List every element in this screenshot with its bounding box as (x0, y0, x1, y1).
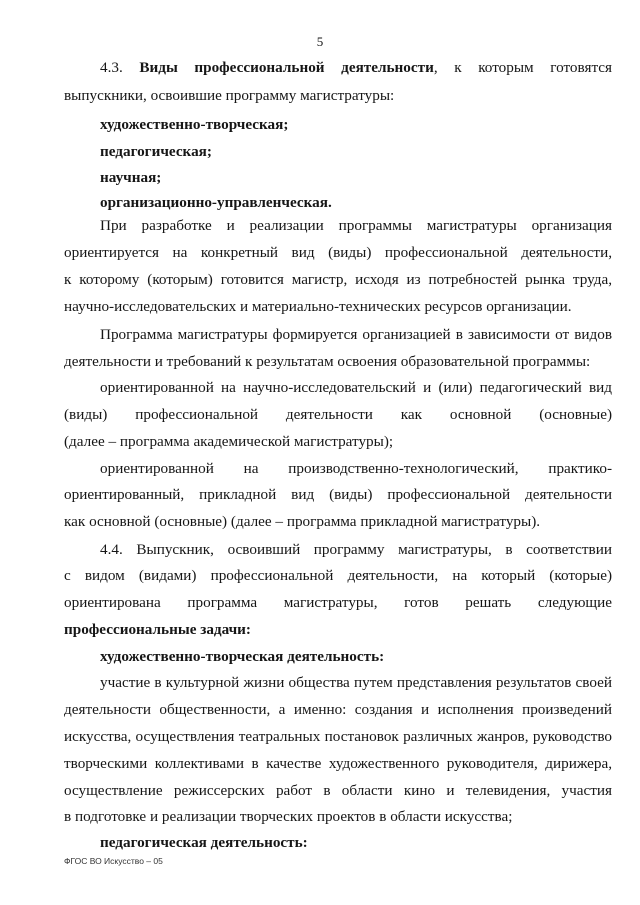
artistic-tasks-line-3: искусства, осуществления театральных постановок различных жанров, руководство (64, 728, 612, 745)
artistic-activity-heading: художественно-творческая деятельность: (100, 648, 385, 665)
paragraph-development-line-4: научно-исследовательских и материально-технических ресурсов организации. (64, 298, 572, 315)
artistic-tasks-line-2: деятельности общественности, а именно: создания и исполнения произведений (64, 701, 612, 718)
activity-type-scientific: научная; (100, 169, 162, 186)
academic-line-1: ориентированной на научно-исследовательский и (или) педагогический вид (100, 379, 612, 396)
paragraph-program-line-1: Программа магистратуры формируется организацией в зависимости от видов (100, 326, 612, 343)
section-4-4-line-2: с видом (видами) профессиональной деятельности, на который (которые) (64, 567, 612, 584)
pedagogical-activity-heading: педагогическая деятельность: (100, 834, 308, 851)
paragraph-development-line-2: ориентируется на конкретный вид (виды) профессиональной деятельности, (64, 244, 612, 261)
section-4-4-line-4: профессиональные задачи: (64, 621, 251, 638)
paragraph-development-line-3: к которому (которым) готовится магистр, исходя из потребностей рынка труда, (64, 271, 612, 288)
academic-line-2: (виды) профессиональной деятельности как основной (основные) (64, 406, 612, 423)
artistic-tasks-line-5: осуществление режиссерских работ в области кино и телевидения, участия (64, 782, 612, 799)
applied-line-2: ориентированный, прикладной вид (виды) профессиональной деятельности (64, 486, 612, 503)
applied-line-1: ориентированной на производственно-технологический, практико- (100, 460, 612, 477)
section-4-3-line-2: выпускники, освоившие программу магистратуры: (64, 87, 395, 104)
activity-type-organizational: организационно-управленческая. (100, 194, 332, 211)
section-4-4-line-3: ориентирована программа магистратуры, готов решать следующие (64, 594, 612, 611)
artistic-tasks-line-6: в подготовке и реализации творческих проектов в области искусства; (64, 808, 513, 825)
section-4-4-line-1: 4.4. Выпускник, освоивший программу магистратуры, в соответствии (100, 541, 612, 558)
artistic-tasks-line-4: творческими коллективами в качестве художественного руководителя, дирижера, (64, 755, 612, 772)
paragraph-development-line-1: При разработке и реализации программы магистратуры организация (100, 217, 612, 234)
activity-type-artistic: художественно-творческая; (100, 116, 289, 133)
paragraph-program-line-2: деятельности и требований к результатам освоения образовательной программы: (64, 353, 591, 370)
applied-line-3: как основной (основные) (далее – программа прикладной магистратуры). (64, 513, 541, 530)
artistic-tasks-line-1: участие в культурной жизни общества путем представления результатов своей (100, 674, 612, 691)
page-number: 5 (316, 34, 324, 49)
academic-line-3: (далее – программа академической магистратуры); (64, 433, 394, 450)
section-4-3-line-1: 4.3. Виды профессиональной деятельности, к которым готовятся (100, 59, 612, 76)
activity-type-pedagogical: педагогическая; (100, 143, 212, 160)
footer-standard-code: ФГОС ВО Искусство – 05 (64, 856, 163, 866)
